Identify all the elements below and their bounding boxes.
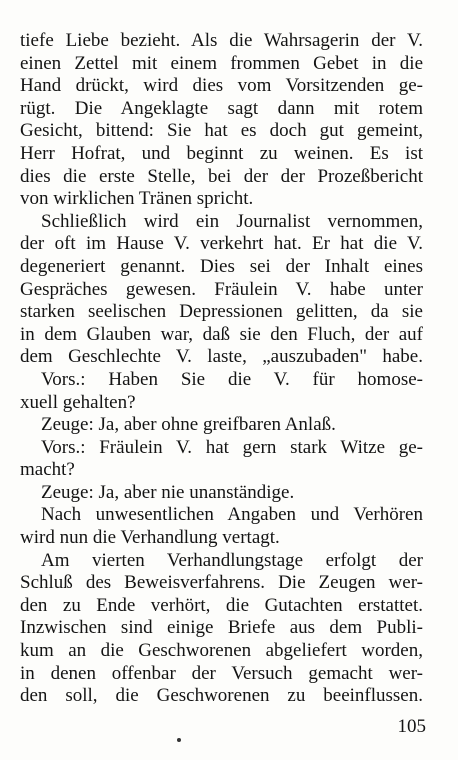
ink-speck — [177, 738, 181, 742]
text-line: Am vierten Verhandlungstage erfolgt der — [41, 549, 423, 571]
text-line: Schließlich wird ein Journalist vernommen, — [41, 210, 423, 232]
text-line: xuell gehalten? — [20, 391, 136, 413]
text-line: Hand drückt, wird dies vom Vorsitzenden ge- — [20, 75, 423, 97]
text-line: von wirklichen Tränen spricht. — [20, 188, 254, 210]
text-line: Gespräches gewesen. Fräulein V. habe unter — [20, 278, 423, 300]
text-line: Schluß des Beweisverfahrens. Die Zeugen wer- — [20, 572, 423, 594]
text-line: Vors.: Haben Sie die V. für homose- — [41, 368, 423, 390]
text-line: dem Geschlechte V. laste, „auszubaden" habe. — [20, 346, 423, 368]
page-number: 105 — [397, 716, 426, 737]
text-line: tiefe Liebe bezieht. Als die Wahrsagerin der V. — [20, 30, 423, 51]
text-line: Vors.: Fräulein V. hat gern stark Witze ge- — [41, 436, 423, 458]
text-line: den zu Ende verhört, die Gutachten erstattet. — [20, 594, 423, 616]
text-line: dies die erste Stelle, bei der der Prozeßbericht — [20, 165, 423, 187]
text-line: starken seelischen Depressionen gelitten, da sie — [20, 301, 423, 323]
text-line: degeneriert genannt. Dies sei der Inhalt eines — [20, 255, 423, 277]
text-line: Nach unwesentlichen Angaben und Verhören — [41, 504, 423, 526]
text-line: Inzwischen sind einige Briefe aus dem Publi- — [20, 617, 423, 639]
text-line: einen Zettel mit einem frommen Gebet in die — [20, 52, 423, 74]
text-line: Zeuge: Ja, aber nie unanständige. — [41, 481, 295, 503]
text-line: Zeuge: Ja, aber ohne greifbaren Anlaß. — [41, 414, 336, 436]
text-line: den soll, die Geschworenen zu beeinflussen. — [20, 685, 423, 707]
text-line: der oft im Hause V. verkehrt hat. Er hat die V. — [20, 233, 423, 255]
text-line: Herr Hofrat, und beginnt zu weinen. Es ist — [20, 142, 423, 164]
body-text — [20, 30, 423, 708]
text-line: in dem Glauben war, daß sie den Fluch, der auf — [20, 323, 423, 345]
text-line: Gesicht, bittend: Sie hat es doch gut gemeint, — [20, 120, 423, 142]
text-line: in denen offenbar der Versuch gemacht wer- — [20, 662, 423, 684]
text-line: macht? — [20, 459, 75, 481]
text-line: rügt. Die Angeklagte sagt dann mit rotem — [20, 97, 423, 119]
text-line: wird nun die Verhandlung vertagt. — [20, 527, 280, 549]
text-line: kum an die Geschworenen abgeliefert worden, — [20, 640, 423, 662]
